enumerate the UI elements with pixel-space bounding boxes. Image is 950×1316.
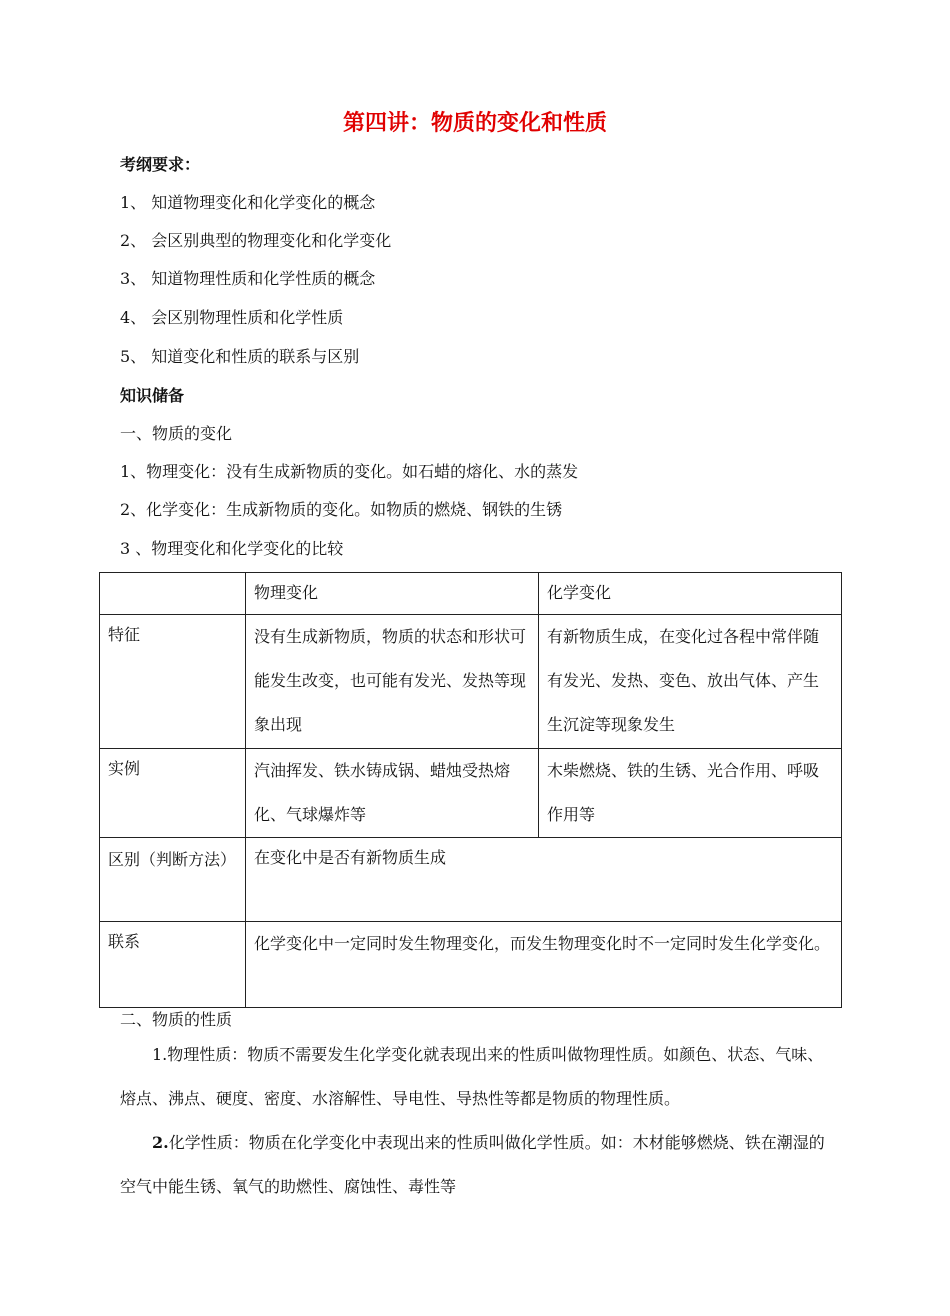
table-row (100, 615, 842, 749)
comparison-line: 3 、物理变化和化学变化的比较 (120, 539, 344, 558)
section-1-heading: 一、物质的变化 (120, 424, 233, 443)
table-cell-physical: 汽油挥发、铁水铸成锅、蜡烛受热熔化、气球爆炸等 (246, 749, 539, 838)
syllabus-item-4: 4、 会区别物理性质和化学性质 (120, 308, 344, 327)
chemical-property-text: 化学性质：物质在化学变化中表现出来的性质叫做化学性质。如：木材能够燃烧、铁在潮湿的空气中能生锈、氧气的助燃性、腐蚀性、毒性等 (120, 1133, 825, 1196)
syllabus-item-1: 1、 知道物理变化和化学变化的概念 (120, 193, 376, 212)
table-row (100, 922, 842, 1008)
table-header-cell: 物理变化 (246, 573, 539, 615)
table-cell-physical: 没有生成新物质，物质的状态和形状可能发生改变，也可能有发光、发热等现象出现 (246, 615, 539, 749)
chemical-property-number: 2. (152, 1133, 169, 1152)
table-cell-merged: 化学变化中一定同时发生物理变化，而发生物理变化时不一定同时发生化学变化。 (246, 922, 842, 1008)
physical-property-paragraph: 1.物理性质：物质不需要发生化学变化就表现出来的性质叫做物理性质。如颜色、状态、气味、熔点、沸点、硬度、密度、水溶解性、导电性、导热性等都是物质的物理性质。 (120, 1045, 824, 1108)
table-cell-chemical: 有新物质生成，在变化过各程中常伴随有发光、发热、变色、放出气体、产生生沉淀等现象发生 (539, 615, 842, 749)
table-row (100, 838, 842, 922)
table-header-cell: 化学变化 (539, 573, 842, 615)
knowledge-heading: 知识储备 (120, 386, 185, 405)
table-row-label: 区别（判断方法） (100, 838, 246, 922)
syllabus-item-5: 5、 知道变化和性质的联系与区别 (120, 347, 360, 366)
table-cell-merged: 在变化中是否有新物质生成 (246, 838, 842, 922)
table-row (100, 749, 842, 838)
comparison-table (99, 572, 842, 1008)
syllabus-item-3: 3、 知道物理性质和化学性质的概念 (120, 269, 376, 288)
table-cell-chemical: 木柴燃烧、铁的生锈、光合作用、呼吸作用等 (539, 749, 842, 838)
table-row-label: 联系 (100, 922, 246, 1008)
table-row-label: 实例 (100, 749, 246, 838)
chemical-change-line: 2、化学变化：生成新物质的变化。如物质的燃烧、钢铁的生锈 (120, 500, 563, 519)
syllabus-item-2: 2、 会区别典型的物理变化和化学变化 (120, 231, 392, 250)
syllabus-heading: 考纲要求： (120, 155, 201, 174)
physical-change-line: 1、物理变化：没有生成新物质的变化。如石蜡的熔化、水的蒸发 (120, 462, 579, 481)
page-title: 第四讲：物质的变化和性质 (342, 111, 607, 136)
section-2-heading: 二、物质的性质 (120, 1010, 233, 1029)
chemical-property-paragraph (120, 1121, 836, 1209)
table-row-label: 特征 (100, 615, 246, 749)
table-header-row (100, 573, 842, 615)
table-header-cell (100, 573, 246, 615)
